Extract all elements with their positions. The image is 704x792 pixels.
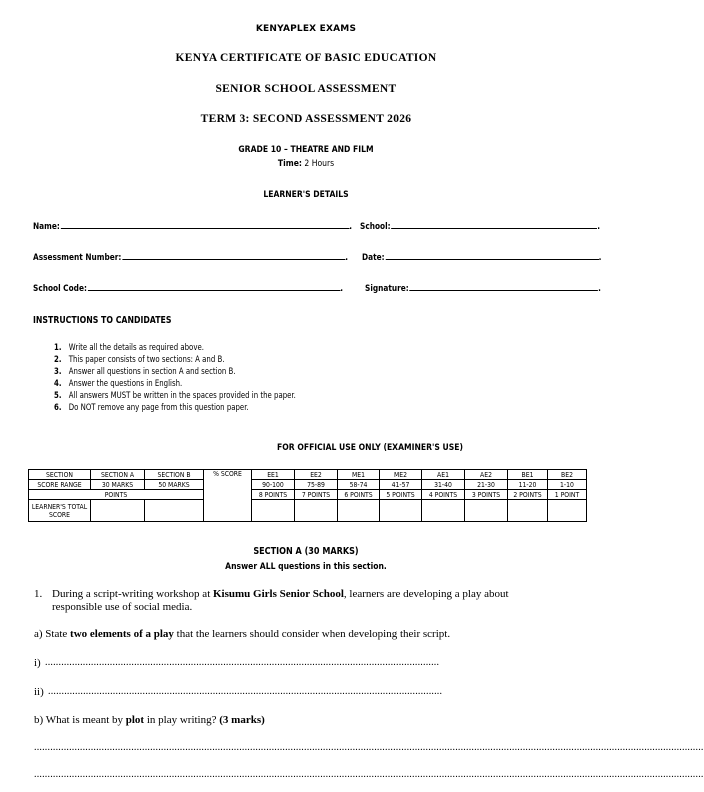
learner-details-title: LEARNER'S DETAILS (263, 190, 349, 200)
question-1b-text-b: in play writing? (144, 714, 220, 726)
instruction-text: All answers MUST be written in the spaces provided in the paper. (68, 391, 296, 401)
grade-subject: GRADE 10 – THEATRE AND FILM (238, 145, 374, 155)
instruction-text: Do NOT remove any page from this question paper. (68, 403, 249, 413)
level-range: 58-74 (338, 480, 380, 490)
instruction-text: This paper consists of two sections: A and B. (68, 355, 225, 365)
school-code-label: School Code: (33, 284, 87, 294)
question-1 (34, 588, 594, 614)
points-cell[interactable] (380, 500, 422, 522)
points-cell[interactable] (338, 500, 380, 522)
question-1a-text-a: a) State (34, 628, 71, 640)
instruction-number: 6. (54, 403, 62, 413)
answer-1a-ii-line[interactable]: .................................................................................................................................................. (48, 686, 443, 697)
instruction-item (54, 342, 296, 354)
level-points: 4 POINTS (422, 490, 465, 500)
assessment-number-label: Assessment Number: (33, 253, 122, 263)
level-points: 6 POINTS (338, 490, 380, 500)
pct-score-header: % SCORE (204, 470, 252, 522)
date-label: Date: (362, 253, 385, 263)
instruction-item (54, 378, 296, 390)
date-line[interactable] (385, 258, 598, 260)
section-b-header: SECTION B (145, 470, 204, 480)
school-line[interactable] (391, 227, 597, 229)
points-label: POINTS (29, 490, 204, 500)
level-range: 31-40 (422, 480, 465, 490)
level-points: 8 POINTS (252, 490, 295, 500)
school-label: School: (360, 222, 391, 232)
section-b-marks: 50 MARKS (145, 480, 204, 490)
question-1-school: Kisumu Girls Senior School (213, 588, 344, 600)
level-range: 90-100 (252, 480, 295, 490)
certificate-title: KENYA CERTIFICATE OF BASIC EDUCATION (175, 52, 437, 64)
level-range: 75-89 (295, 480, 338, 490)
school-code-line[interactable] (88, 289, 341, 291)
term-title: TERM 3: SECOND ASSESSMENT 2026 (200, 113, 412, 125)
school-code-field[interactable]: School Code: . (33, 284, 344, 294)
question-1-text-b: , learners are developing a play about (343, 588, 509, 600)
level-code: EE2 (295, 470, 338, 480)
section-a-instruction: Answer ALL questions in this section. (225, 562, 387, 572)
instruction-text: Answer all questions in section A and section B. (68, 367, 236, 377)
level-points: 5 POINTS (380, 490, 422, 500)
level-code: AE1 (422, 470, 465, 480)
time-allowed (46, 159, 566, 169)
points-cell[interactable] (252, 500, 295, 522)
answer-1a-ii-label: ii) (34, 686, 44, 698)
points-cell[interactable] (508, 500, 548, 522)
question-1b-bold: plot (125, 714, 145, 726)
signature-label: Signature: (365, 284, 409, 294)
level-points: 1 POINT (548, 490, 587, 500)
points-cell[interactable] (465, 500, 508, 522)
assessment-title: SENIOR SCHOOL ASSESSMENT (215, 83, 397, 95)
question-1b-marks: (3 marks) (219, 714, 265, 726)
section-b-score-cell[interactable] (145, 500, 204, 522)
points-cell[interactable] (548, 500, 587, 522)
level-code: ME1 (338, 470, 380, 480)
instructions-list (54, 342, 296, 414)
level-code: BE1 (508, 470, 548, 480)
instruction-text: Answer the questions in English. (68, 379, 183, 389)
school-field[interactable]: School: . (360, 222, 601, 232)
question-1-text-c: responsible use of social media. (52, 601, 193, 613)
answer-1b-line-2[interactable]: ........................................................................................................................................................................................................................................................ (34, 769, 704, 780)
level-range: 11-20 (508, 480, 548, 490)
level-code: EE1 (252, 470, 295, 480)
score-range-label: SCORE RANGE (29, 480, 91, 490)
section-a-score-cell[interactable] (91, 500, 145, 522)
official-use-title: FOR OFFICIAL USE ONLY (EXAMINER'S USE) (277, 443, 463, 453)
level-range: 41-57 (380, 480, 422, 490)
points-cell[interactable] (295, 500, 338, 522)
question-1-number: 1. (34, 588, 43, 600)
section-header: SECTION (29, 470, 91, 480)
question-1a-bold: two elements of a play (70, 628, 174, 640)
question-1-text-a: During a script-writing workshop at (52, 588, 213, 600)
points-cell[interactable] (422, 500, 465, 522)
question-1b-text-a: b) What is meant by (34, 714, 126, 726)
answer-1b-line-1[interactable]: ........................................................................................................................................................................................................................................................ (34, 742, 704, 753)
level-code: AE2 (465, 470, 508, 480)
instruction-text: Write all the details as required above. (68, 343, 204, 353)
level-range: 21-30 (465, 480, 508, 490)
instruction-number: 3. (54, 367, 62, 377)
section-a-header: SECTION A (91, 470, 145, 480)
name-label: Name: (33, 222, 60, 232)
level-points: 7 POINTS (295, 490, 338, 500)
level-code: BE2 (548, 470, 587, 480)
question-1a (34, 628, 450, 641)
level-points: 2 POINTS (508, 490, 548, 500)
instructions-title: INSTRUCTIONS TO CANDIDATES (33, 315, 172, 326)
instruction-item (54, 402, 296, 414)
signature-field[interactable]: Signature: . (365, 284, 601, 294)
instruction-number: 5. (54, 391, 62, 401)
section-a-title: SECTION A (30 MARKS) (253, 546, 359, 557)
time-label: Time: (277, 159, 302, 169)
question-1a-text-b: that the learners should consider when developing their script. (173, 628, 451, 640)
question-1b (34, 714, 265, 727)
assessment-number-line[interactable] (122, 258, 345, 260)
name-field[interactable]: Name: . (33, 222, 353, 232)
assessment-number-field[interactable]: Assessment Number: . (33, 253, 349, 263)
instruction-item (54, 390, 296, 402)
instruction-number: 1. (54, 343, 62, 353)
level-code: ME2 (380, 470, 422, 480)
answer-1a-i-label: i) (34, 657, 41, 669)
signature-line[interactable] (410, 289, 599, 291)
official-use-table (28, 469, 587, 522)
instruction-item (54, 366, 296, 378)
instruction-number: 2. (54, 355, 62, 365)
time-value: 2 Hours (304, 159, 335, 169)
date-field[interactable]: Date: . (362, 253, 602, 263)
instruction-number: 4. (54, 379, 62, 389)
exam-body-name: KENYAPLEX EXAMS (255, 24, 357, 34)
answer-1a-i-line[interactable]: .................................................................................................................................................. (45, 657, 440, 668)
level-range: 1-10 (548, 480, 587, 490)
learner-total-label: LEARNER'S TOTAL SCORE (29, 500, 91, 522)
level-points: 3 POINTS (465, 490, 508, 500)
section-a-marks: 30 MARKS (91, 480, 145, 490)
name-line[interactable] (61, 227, 350, 229)
instruction-item (54, 354, 296, 366)
